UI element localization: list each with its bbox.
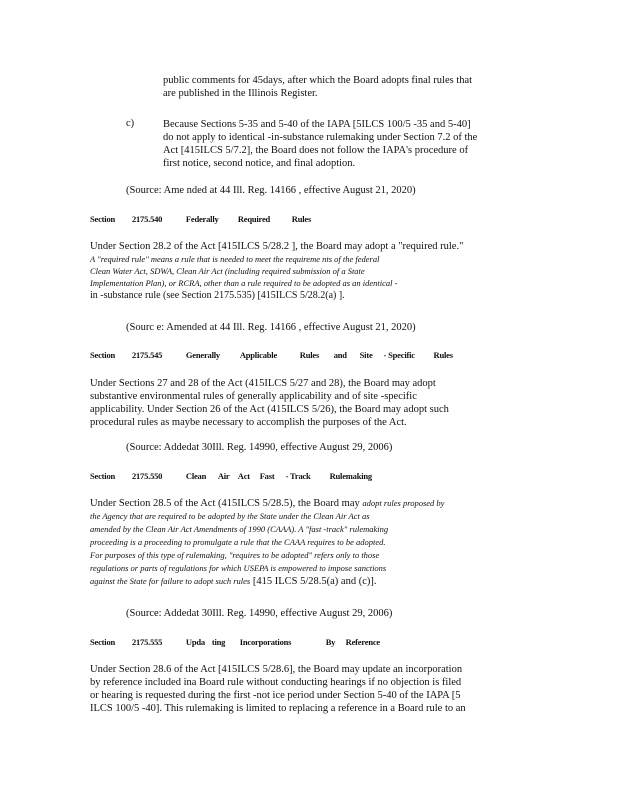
- section-title-word: Required: [237, 214, 271, 224]
- text-line: Act [415ILCS 5/7.2], the Board does not follow the IAPA's procedure of: [163, 145, 469, 156]
- text-line-italic: regulations or parts of regulations for which USEPA is empowered to impose sanctions: [90, 563, 387, 573]
- text-line: procedural rules as maybe necessary to accomplish the purposes of the Act.: [90, 417, 407, 428]
- section-title-word: Act: [237, 471, 250, 481]
- section-title-word: Incorporations: [239, 637, 292, 647]
- text-line-italic: amended by the Clean Air Act Amendments of 1990 (CAAA). A "fast -track" rulemaking: [90, 524, 389, 534]
- section-title-word: Applicable: [239, 350, 278, 360]
- section-title-word: Air: [217, 471, 230, 481]
- section-title-word: Rules: [433, 350, 453, 360]
- section-title-word: By: [325, 637, 336, 647]
- source-note: (Sourc e: Amended at 44 Ill. Reg. 14166 , effective August 21, 2020): [126, 322, 416, 333]
- section-540-paragraph: [90, 240, 516, 302]
- section-title-word: Upda: [185, 637, 205, 647]
- text-line: applicability. Under Section 26 of the Act (415ILCS 5/26), the Board may adopt such: [90, 404, 449, 415]
- text-line-italic: proceeding is a proceeding to promulgate a rule that the CAAA requires to be adopted.: [90, 537, 386, 547]
- section-title-word: Fast: [259, 471, 275, 481]
- section-number: 2175.540: [131, 214, 163, 224]
- section-number: 2175.550: [131, 471, 163, 481]
- section-word: Section: [90, 350, 116, 360]
- text-line: Under Section 28.2 of the Act [415ILCS 5/28.2 ], the Board may adopt a "required rule.": [90, 241, 464, 252]
- source-note: (Source: Ame nded at 44 Ill. Reg. 14166 , effective August 21, 2020): [126, 185, 416, 196]
- section-number: 2175.555: [131, 637, 163, 647]
- section-title-word: Clean: [185, 471, 207, 481]
- text-line: or hearing is requested during the first -not ice period under Section 5-40 of the IAPA [5: [90, 690, 461, 701]
- text-line: first notice, second notice, and final adoption.: [163, 158, 356, 169]
- text-line: Under Sections 27 and 28 of the Act (415ILCS 5/27 and 28), the Board may adopt: [90, 378, 436, 389]
- section-title-word: Rulemaking: [329, 471, 372, 481]
- source-note: (Source: Addedat 30Ill. Reg. 14990, effective August 29, 2006): [126, 442, 393, 453]
- section-550-paragraph: [90, 497, 516, 588]
- text-line-italic: For purposes of this type of rulemaking, "requires to be adopted" refers only to those: [90, 550, 380, 560]
- text-line: in -substance rule (see Section 2175.535) [415ILCS 5/28.2(a) ].: [90, 290, 345, 301]
- section-title-word: Site: [359, 350, 373, 360]
- text-line-italic: Clean Water Act, SDWA, Clean Air Act (including required submission of a State: [90, 266, 365, 276]
- text-line-mixed: [90, 497, 516, 510]
- text-line-mixed: [90, 575, 516, 588]
- text-line: substantive environmental rules of generally applicability and of site -specific: [90, 391, 417, 402]
- section-title-word: and: [333, 350, 347, 360]
- item-c-paragraph: [163, 118, 519, 170]
- section-title-word: - Specific: [383, 350, 415, 360]
- section-title-word: Rules: [299, 350, 320, 360]
- text-line-italic: Implementation Plan), or RCRA, other than a rule required to be adopted as an identical -: [90, 278, 398, 288]
- section-title-word: Federally: [185, 214, 219, 224]
- section-title-word: - Track: [285, 471, 311, 481]
- text-run-italic: adopt rules proposed by: [362, 498, 445, 508]
- section-title-word: ting: [211, 637, 226, 647]
- text-line: do not apply to identical -in-substance rulemaking under Section 7.2 of the: [163, 132, 478, 143]
- text-line-italic: the Agency that are required to be adopted by the State under the Clean Air Act as: [90, 511, 370, 521]
- text-run: [415 ILCS 5/28.5(a) and (c)].: [252, 576, 377, 587]
- section-word: Section: [90, 214, 116, 224]
- section-555-paragraph: [90, 663, 518, 715]
- source-note: (Source: Addedat 30Ill. Reg. 14990, effective August 29, 2006): [126, 608, 393, 619]
- section-word: Section: [90, 637, 116, 647]
- text-line: ILCS 100/5 -40]. This rulemaking is limited to replacing a reference in a Board rule to an: [90, 703, 466, 714]
- section-heading-540: [90, 214, 311, 224]
- text-run-italic: against the State for failure to adopt such rules: [90, 576, 251, 586]
- text-run: Under Section 28.5 of the Act (415ILCS 5/28.5), the Board may: [90, 498, 360, 509]
- section-heading-550: [90, 471, 372, 481]
- text-line-italic: A "required rule" means a rule that is needed to meet the requireme nts of the federal: [90, 254, 380, 264]
- text-line: are published in the Illinois Register.: [163, 88, 318, 99]
- section-word: Section: [90, 471, 116, 481]
- item-c-label: c): [126, 118, 135, 129]
- section-title-word: Rules: [291, 214, 312, 224]
- section-heading-555: [90, 637, 380, 647]
- section-title-word: Generally: [185, 350, 220, 360]
- text-line: by reference included ina Board rule without conducting hearings if no objection is filed: [90, 677, 462, 688]
- section-heading-545: [90, 350, 453, 360]
- text-line: Under Section 28.6 of the Act [415ILCS 5/28.6], the Board may update an incorporation: [90, 664, 463, 675]
- section-545-paragraph: [90, 377, 504, 429]
- section-number: 2175.545: [131, 350, 163, 360]
- intro-paragraph-tail: [163, 74, 517, 100]
- section-title-word: Reference: [345, 637, 381, 647]
- text-line: Because Sections 5-35 and 5-40 of the IAPA [5ILCS 100/5 -35 and 5-40]: [163, 119, 471, 130]
- text-line: public comments for 45days, after which the Board adopts final rules that: [163, 75, 473, 86]
